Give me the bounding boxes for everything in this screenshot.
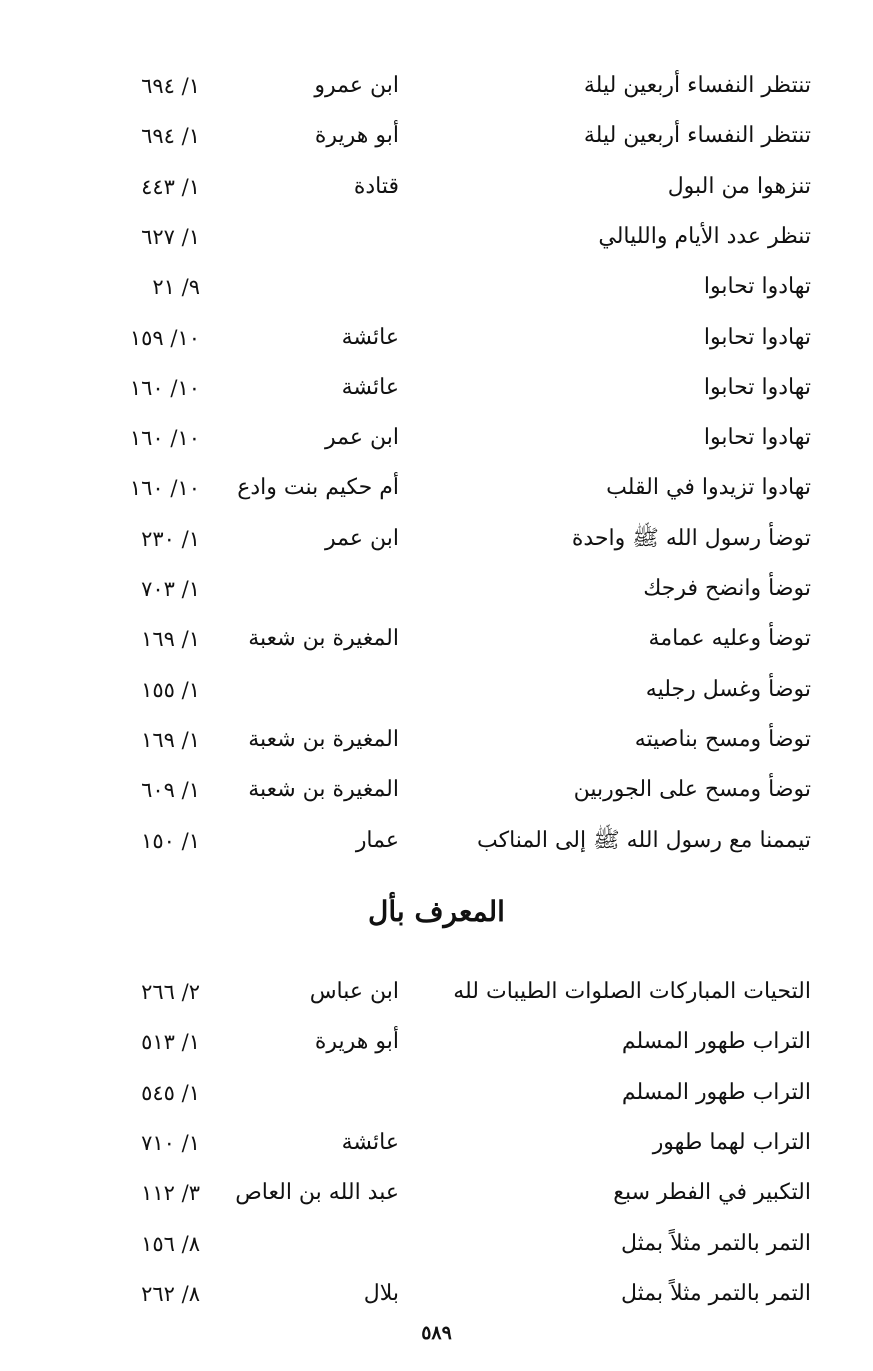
index-entry-row <box>0 1121 873 1165</box>
index-entry-row <box>0 316 873 360</box>
page-number: ٥٨٩ <box>421 1322 452 1344</box>
volume-page-ref: ١/ ٧٠٣ <box>141 577 200 601</box>
narrator-name: عمار <box>355 827 399 853</box>
hadith-text: تنتظر النفساء أربعين ليلة <box>583 123 811 149</box>
hadith-text: توضأ ومسح بناصيته <box>634 726 811 752</box>
volume-page-ref: ١/ ٦٩٤ <box>141 74 200 98</box>
hadith-text: تهادوا تحابوا <box>703 374 811 400</box>
hadith-text: توضأ ومسح على الجوربين <box>573 777 811 803</box>
index-entry-row <box>0 517 873 561</box>
index-entry-row <box>0 165 873 209</box>
section-heading: المعرف بأل <box>368 895 505 928</box>
hadith-text: توضأ وغسل رجليه <box>645 676 811 702</box>
narrator-name: بلال <box>363 1280 399 1306</box>
volume-page-ref: ١/ ١٦٩ <box>141 627 200 652</box>
hadith-text: التمر بالتمر مثلاً بمثل <box>620 1230 811 1256</box>
index-entry-row <box>0 819 873 863</box>
index-entry-row <box>0 416 873 460</box>
narrator-name: عائشة <box>341 324 399 350</box>
hadith-text: التحيات المباركات الصلوات الطيبات لله <box>453 979 811 1004</box>
narrator-name: عبد الله بن العاص <box>235 1180 399 1206</box>
hadith-text: التمر بالتمر مثلاً بمثل <box>620 1280 811 1306</box>
narrator-name: قتادة <box>353 173 399 199</box>
index-entry-row <box>0 970 873 1014</box>
volume-page-ref: ١/ ٥١٣ <box>141 1030 200 1055</box>
index-entry-row <box>0 64 873 108</box>
volume-page-ref: ١/ ٦٩٤ <box>141 124 200 149</box>
index-entry-row <box>0 114 873 158</box>
hadith-text: التراب طهور المسلم <box>621 1079 811 1105</box>
hadith-text: تهادوا تزيدوا في القلب <box>606 475 811 501</box>
narrator-name: المغيرة بن شعبة <box>248 777 399 803</box>
narrator-name: أم حكيم بنت وادع <box>237 475 399 501</box>
index-entry-row <box>0 617 873 661</box>
volume-page-ref: ١/ ٧١٠ <box>141 1130 200 1155</box>
volume-page-ref: ١/ ٥٤٥ <box>141 1080 200 1105</box>
volume-page-ref: ١/ ٢٣٠ <box>141 526 200 551</box>
narrator-name: المغيرة بن شعبة <box>248 726 399 752</box>
narrator-name: ابن عمرو <box>314 73 399 98</box>
volume-page-ref: ١٠/ ١٥٩ <box>129 325 200 350</box>
hadith-text: التراب طهور المسلم <box>621 1029 811 1055</box>
index-entry-row <box>0 718 873 762</box>
volume-page-ref: ١٠/ ١٦٠ <box>129 426 200 451</box>
index-entry-row <box>0 1272 873 1316</box>
index-entry-row <box>0 1171 873 1215</box>
volume-page-ref: ٣/ ١١٢ <box>141 1181 200 1206</box>
index-entry-row <box>0 366 873 410</box>
hadith-text: تنتظر النفساء أربعين ليلة <box>583 73 811 98</box>
volume-page-ref: ١/ ١٥٥ <box>141 677 200 702</box>
narrator-name: ابن عباس <box>309 979 399 1004</box>
volume-page-ref: ١/ ١٥٠ <box>141 828 200 853</box>
volume-page-ref: ١٠/ ١٦٠ <box>129 476 200 501</box>
hadith-text: توضأ وعليه عمامة <box>648 626 811 652</box>
hadith-text: تنظر عدد الأيام والليالي <box>598 223 811 249</box>
narrator-name: عائشة <box>341 1129 399 1155</box>
index-entry-row <box>0 1071 873 1115</box>
volume-page-ref: ١/ ١٦٩ <box>141 727 200 752</box>
hadith-text: تهادوا تحابوا <box>703 425 811 451</box>
narrator-name: المغيرة بن شعبة <box>248 626 399 652</box>
index-entry-row <box>0 466 873 510</box>
narrator-name: أبو هريرة <box>314 123 399 149</box>
narrator-name: أبو هريرة <box>314 1029 399 1055</box>
index-entry-row <box>0 1222 873 1266</box>
volume-page-ref: ١/ ٦٢٧ <box>141 224 200 249</box>
volume-page-ref: ١٠/ ١٦٠ <box>129 375 200 400</box>
volume-page-ref: ٨/ ١٥٦ <box>141 1231 200 1256</box>
index-entry-row <box>0 567 873 611</box>
index-entry-row <box>0 265 873 309</box>
hadith-text: تيممنا مع رسول الله ﷺ إلى المناكب <box>477 827 811 853</box>
hadith-text: التكبير في الفطر سبع <box>613 1180 811 1206</box>
hadith-text: تهادوا تحابوا <box>703 324 811 350</box>
index-entry-row <box>0 668 873 712</box>
hadith-text: توضأ رسول الله ﷺ واحدة <box>571 525 811 551</box>
narrator-name: ابن عمر <box>325 425 399 451</box>
hadith-text: توضأ وانضح فرجك <box>643 576 811 601</box>
narrator-name: ابن عمر <box>325 525 399 551</box>
volume-page-ref: ٢/ ٢٦٦ <box>141 980 200 1004</box>
volume-page-ref: ٨/ ٢٦٢ <box>141 1281 200 1306</box>
hadith-text: التراب لهما طهور <box>652 1129 811 1155</box>
narrator-name: عائشة <box>341 374 399 400</box>
hadith-text: تنزهوا من البول <box>667 173 811 199</box>
volume-page-ref: ١/ ٦٠٩ <box>141 778 200 803</box>
volume-page-ref: ٩/ ٢١ <box>152 275 200 300</box>
index-entry-row <box>0 1020 873 1064</box>
index-entry-row <box>0 215 873 259</box>
hadith-text: تهادوا تحابوا <box>703 274 811 300</box>
index-entry-row <box>0 768 873 812</box>
volume-page-ref: ١/ ٤٤٣ <box>141 174 200 199</box>
